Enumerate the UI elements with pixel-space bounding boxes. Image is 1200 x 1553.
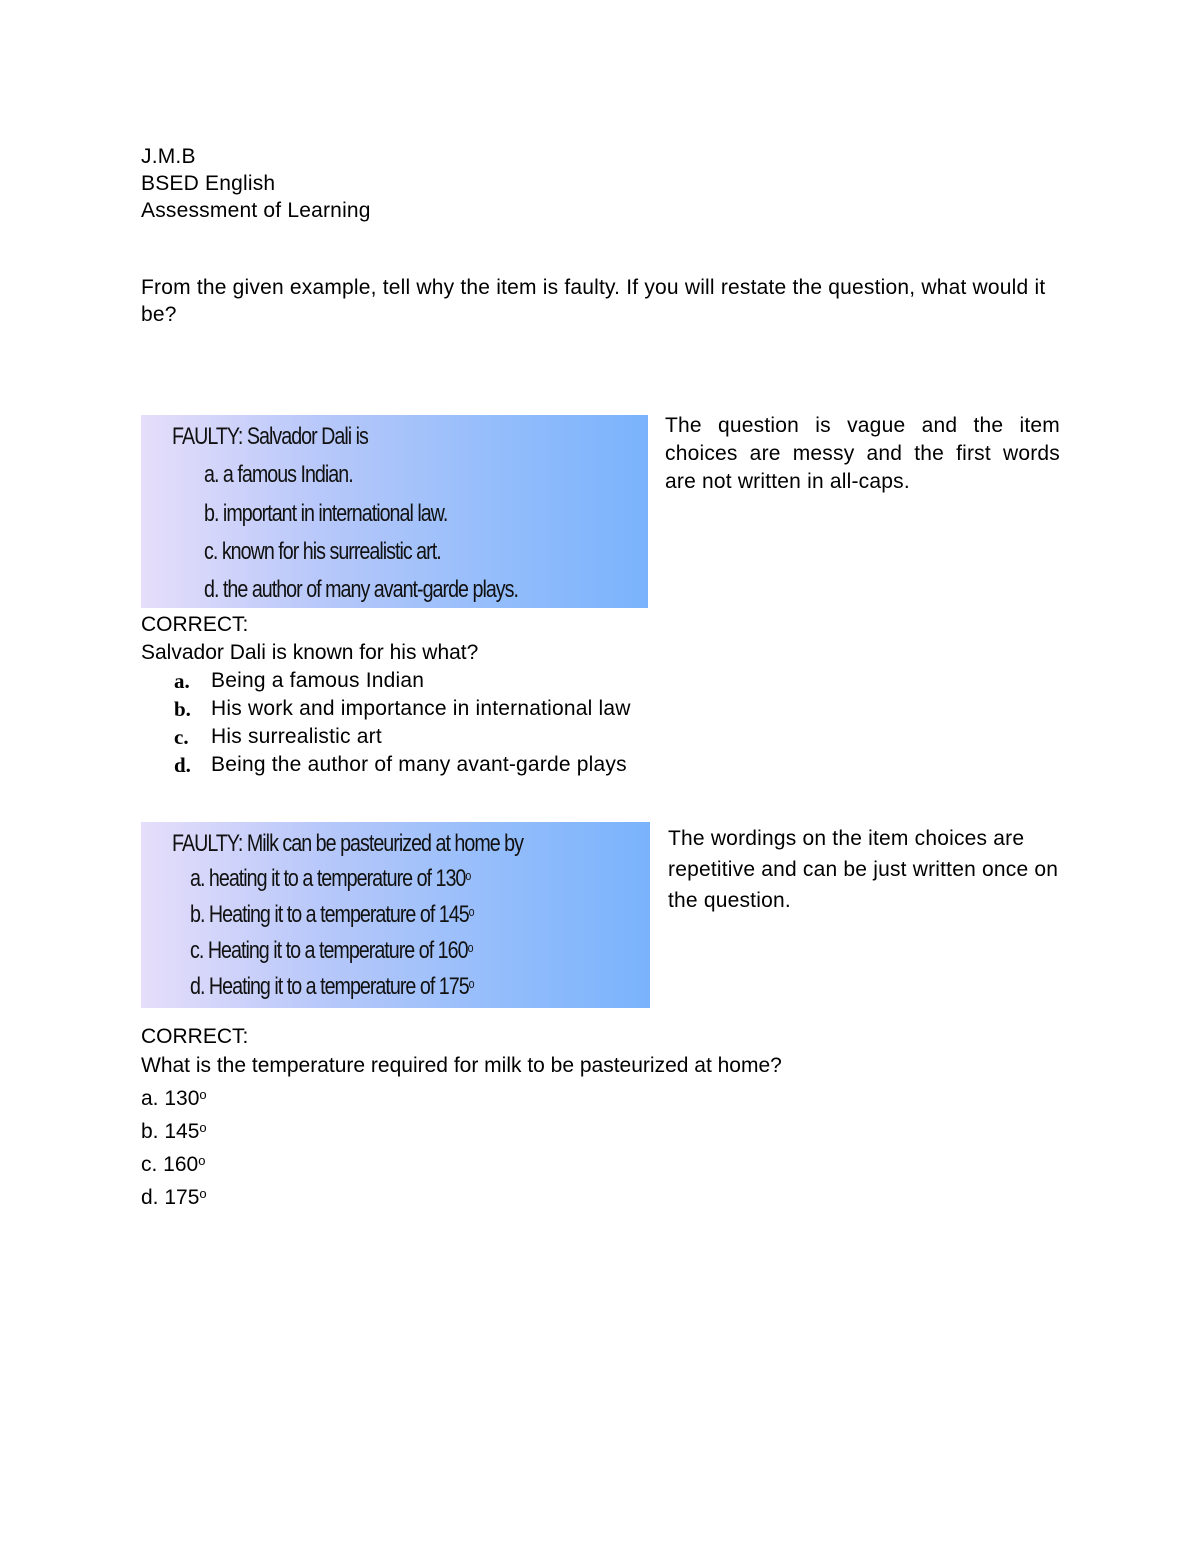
faulty-option-text: c. Heating it to a temperature of 160: [190, 937, 468, 964]
degree-symbol: o: [468, 976, 474, 991]
faulty-option: b. important in international law.: [204, 500, 448, 527]
option-text: d. 175: [141, 1186, 200, 1209]
option-text: c. 160: [141, 1153, 199, 1176]
degree-symbol: o: [198, 1153, 206, 1168]
correct-label: CORRECT:: [141, 1025, 249, 1048]
faulty-option: c. known for his surrealistic art.: [204, 538, 441, 565]
faulty-option-text: b. Heating it to a temperature of 145: [190, 901, 469, 928]
faulty-option-text: a. heating it to a temperature of 130: [190, 865, 466, 892]
faulty-option: d. the author of many avant-garde plays.: [204, 576, 519, 603]
degree-symbol: o: [467, 940, 473, 955]
degree-symbol: o: [199, 1120, 207, 1135]
correct-option: [141, 1113, 782, 1146]
option-marker: c.: [174, 725, 189, 749]
faulty-explanation-2: The wordings on the item choices are repetitive and can be just written once on the question.: [668, 827, 1059, 912]
correct-option: [141, 723, 631, 751]
faulty-stem: FAULTY: Milk can be pasteurized at home by: [172, 830, 524, 857]
option-text: Being a famous Indian: [211, 669, 425, 692]
correct-option: [141, 1179, 782, 1212]
subject-name: Assessment of Learning: [141, 199, 371, 222]
correct-option: [141, 751, 631, 779]
faulty-option: [190, 973, 474, 1001]
faulty-stem: FAULTY: Salvador Dali is: [172, 423, 368, 450]
correct-option: [141, 1146, 782, 1179]
option-text: b. 145: [141, 1120, 200, 1143]
instructions-text: From the given example, tell why the item is faulty. If you will restate the question, what would it be?: [141, 276, 1046, 326]
correct-version-1: [141, 611, 631, 779]
faulty-option: [190, 901, 474, 929]
faulty-option: [190, 937, 473, 965]
correct-option: [141, 667, 631, 695]
course-name: BSED English: [141, 172, 276, 195]
degree-symbol: o: [465, 868, 471, 883]
option-marker: d.: [174, 753, 191, 777]
option-text: His work and importance in international law: [211, 697, 631, 720]
option-text: His surrealistic art: [211, 725, 382, 748]
faulty-example-image-2: [141, 822, 650, 1008]
faulty-example-image-1: [141, 415, 648, 608]
option-marker: a.: [174, 669, 190, 693]
correct-question: What is the temperature required for milk to be pasteurized at home?: [141, 1054, 782, 1077]
author-name: J.M.B: [141, 145, 196, 168]
correct-label: CORRECT:: [141, 613, 249, 636]
correct-option: [141, 1080, 782, 1113]
faulty-explanation-1: The question is vague and the item choices are messy and the first words are not written in all-caps.: [665, 414, 1060, 493]
correct-version-2: [141, 1022, 782, 1212]
faulty-option: [190, 865, 470, 893]
degree-symbol: o: [468, 904, 474, 919]
faulty-option-text: d. Heating it to a temperature of 175: [190, 973, 469, 1000]
option-text: Being the author of many avant-garde plays: [211, 753, 627, 776]
degree-symbol: o: [199, 1087, 207, 1102]
option-text: a. 130: [141, 1087, 200, 1110]
option-marker: b.: [174, 697, 191, 721]
faulty-option: a. a famous Indian.: [204, 461, 353, 488]
correct-question: Salvador Dali is known for his what?: [141, 641, 479, 664]
correct-option: [141, 695, 631, 723]
degree-symbol: o: [199, 1186, 207, 1201]
document-header: [141, 143, 371, 224]
